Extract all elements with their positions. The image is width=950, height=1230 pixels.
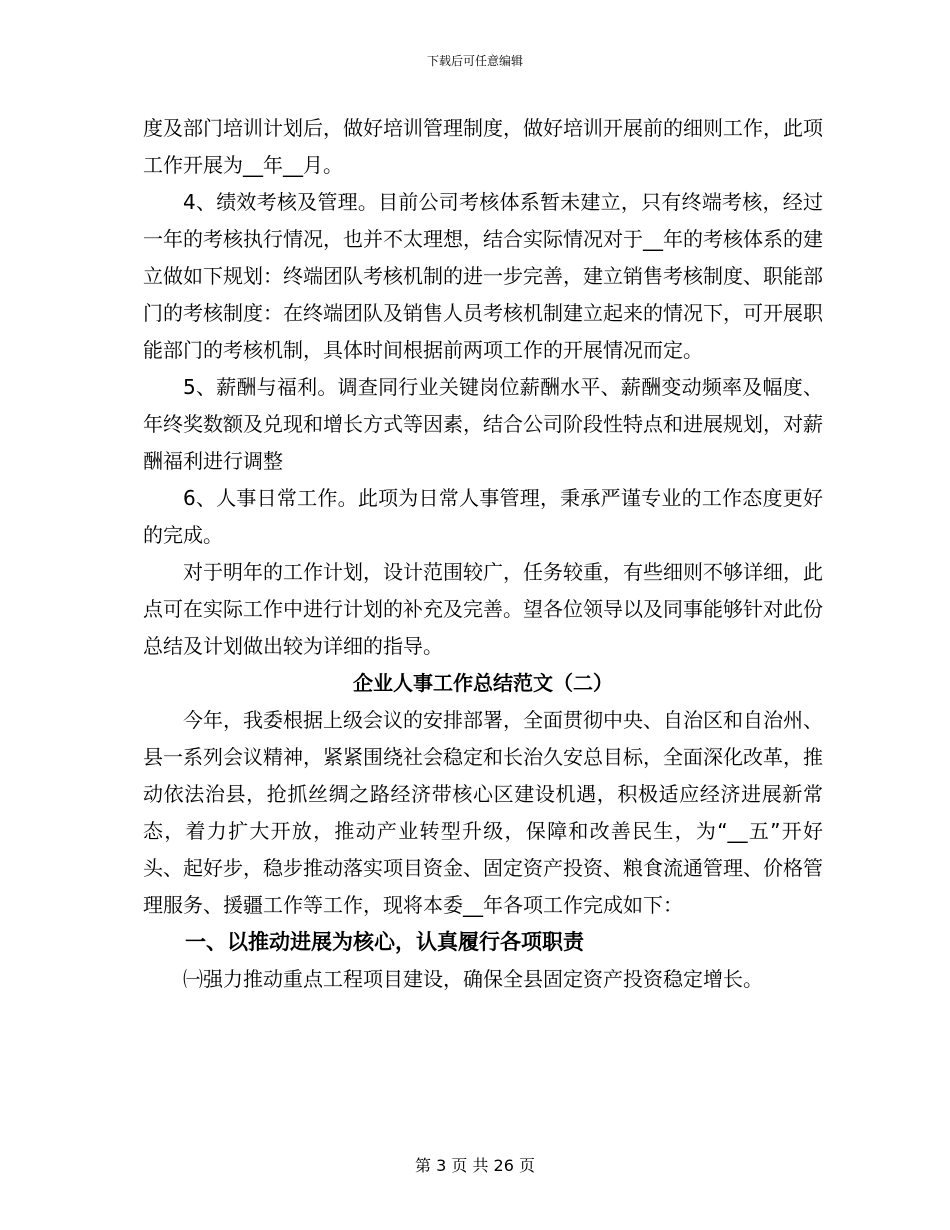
document-body (143, 110, 823, 998)
paragraph-continuation: 度及部门培训计划后，做好培训管理制度，做好培训开展前的细则工作，此项工作开展为__年__月。 (143, 116, 823, 177)
section-title: 企业人事工作总结范文（二） (353, 671, 613, 695)
paragraph-intro: 今年，我委根据上级会议的安排部署，全面贯彻中央、自治区和自治州、县一系列会议精神，紧紧围绕社会稳定和长治久安总目标，全面深化改革，推动依法治县，抢抓丝绸之路经济带核心区建设机遇，积极适应经济进展新常态，着力扩大开放，推动产业转型升级，保障和改善民生，为“__五”开好头、起好步，稳步推动落实项目资金、固定资产投资、粮食流通管理、价格管理服务、援疆工作等工作，现将本委__年各项工作完成如下： (143, 708, 823, 917)
paragraph-subheading: ㈠强力推动重点工程项目建设，确保全县固定资产投资稳定增长。 (183, 967, 763, 991)
paragraph-next-year-plan: 对于明年的工作计划，设计范围较广，任务较重，有些细则不够详细，此点可在实际工作中进行计划的补充及完善。望各位领导以及同事能够针对此份总结及计划做出较为详细的指导。 (143, 560, 823, 658)
page-number-footer: 第 3 页 共 26 页 (415, 1156, 535, 1175)
paragraph-daily-hr-work: 6、人事日常工作。此项为日常人事管理，秉承严谨专业的工作态度更好的完成。 (143, 486, 823, 547)
paragraph-performance-review: 4、绩效考核及管理。目前公司考核体系暂未建立，只有终端考核，经过一年的考核执行情况，也并不太理想，结合实际情况对于__年的考核体系的建立做如下规划：终端团队考核机制的进一步完善，建立销售考核制度、职能部门的考核制度：在终端团队及销售人员考核机制建立起来的情况下，可开展职能部门的考核机制，具体时间根据前两项工作的开展情况而定。 (143, 190, 823, 362)
page-header: 下载后可任意编辑 (426, 54, 523, 68)
section-heading: 一、以推动进展为核心，认真履行各项职责 (185, 930, 584, 954)
paragraph-compensation: 5、薪酬与福利。调查同行业关键岗位薪酬水平、薪酬变动频率及幅度、年终奖数额及兑现和增长方式等因素，结合公司阶段性特点和进展规划，对薪酬福利进行调整 (143, 375, 823, 473)
